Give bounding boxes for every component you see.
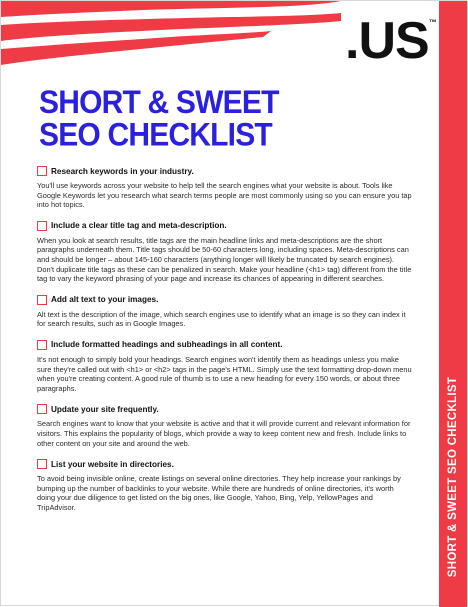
item-body: Alt text is the description of the image, which search engines use to identify what an image is so they can index it for search results, such as in Google Images. xyxy=(37,309,406,329)
checklist-item xyxy=(37,340,413,393)
checklist-item xyxy=(37,295,413,329)
checkbox-icon[interactable] xyxy=(37,295,47,305)
page-title xyxy=(39,84,359,153)
checkbox-icon[interactable] xyxy=(37,221,47,231)
item-body: When you look at search results, title tags are the main headline links and meta-descriptions are the short paragraphs underneath them. Title tags should be 50-60 characters long, including spaces. Meta-descriptions can and should be longer – about 145-160 characters (anything longer will likely be truncated by search engines). Don't duplicate title tags as these can be penalized in search. Make your headline (<h1> tag) different from the title tag to vary the keyword phrasing of your page and increase its chances of appearing in different searches. xyxy=(37,235,412,284)
item-body: It's not enough to simply bold your headings. Search engines won't identify them as headings unless you make sure they're called out with <h1> or <h2> tags in the page's HTML. Simply use the text formatting drop-down menu when you're creating content. A good rule of thumb is to use a new heading for every 150 words, or about three paragraphs. xyxy=(37,354,412,393)
checkbox-icon[interactable] xyxy=(37,459,47,469)
item-title: Include a clear title tag and meta-description. xyxy=(51,221,227,231)
checkbox-icon[interactable] xyxy=(37,340,47,350)
item-title: Research keywords in your industry. xyxy=(51,166,194,176)
item-body: To avoid being invisible online, create listings on several online directories. They help increase your rankings by bumping up the number of backlinks to your website. While there are hundreds of online directories, it's worth doing your due diligence to get listed on the big ones, like Google, Yahoo, Bing, Yelp, YellowPages and TripAdvisor. xyxy=(37,474,401,512)
item-title: Include formatted headings and subheadings in all content. xyxy=(51,340,283,350)
checklist-item xyxy=(37,221,413,284)
checklist-item xyxy=(37,459,413,512)
item-title: Update your site frequently. xyxy=(51,404,159,414)
checkbox-icon[interactable] xyxy=(37,166,47,176)
checkbox-icon[interactable] xyxy=(37,404,47,414)
item-title: List your website in directories. xyxy=(51,459,174,469)
checklist-item xyxy=(37,404,413,448)
item-body: Search engines want to know that your website is active and that it will provide current and relevant information for visitors. This explains the popularity of blogs, which provide a way to keep content new and fresh. Include links to other content on your site and around the web. xyxy=(37,419,411,448)
side-band xyxy=(439,1,467,607)
title-line-1: SHORT & SWEET xyxy=(39,84,279,121)
checklist xyxy=(37,166,413,523)
title-line-2: SEO CHECKLIST xyxy=(39,117,272,153)
checklist-item xyxy=(37,166,413,210)
item-body: You'll use keywords across your website to help tell the search engines what your website is about. Tools like Google Keywords let you research what search terms people are most commonly using so you can ensure you tap into hot topics. xyxy=(37,181,412,210)
side-band-label: SHORT & SWEET SEO CHECKLIST xyxy=(447,376,460,578)
item-title: Add alt text to your images. xyxy=(51,295,159,305)
us-logo: .US™ xyxy=(345,12,437,70)
